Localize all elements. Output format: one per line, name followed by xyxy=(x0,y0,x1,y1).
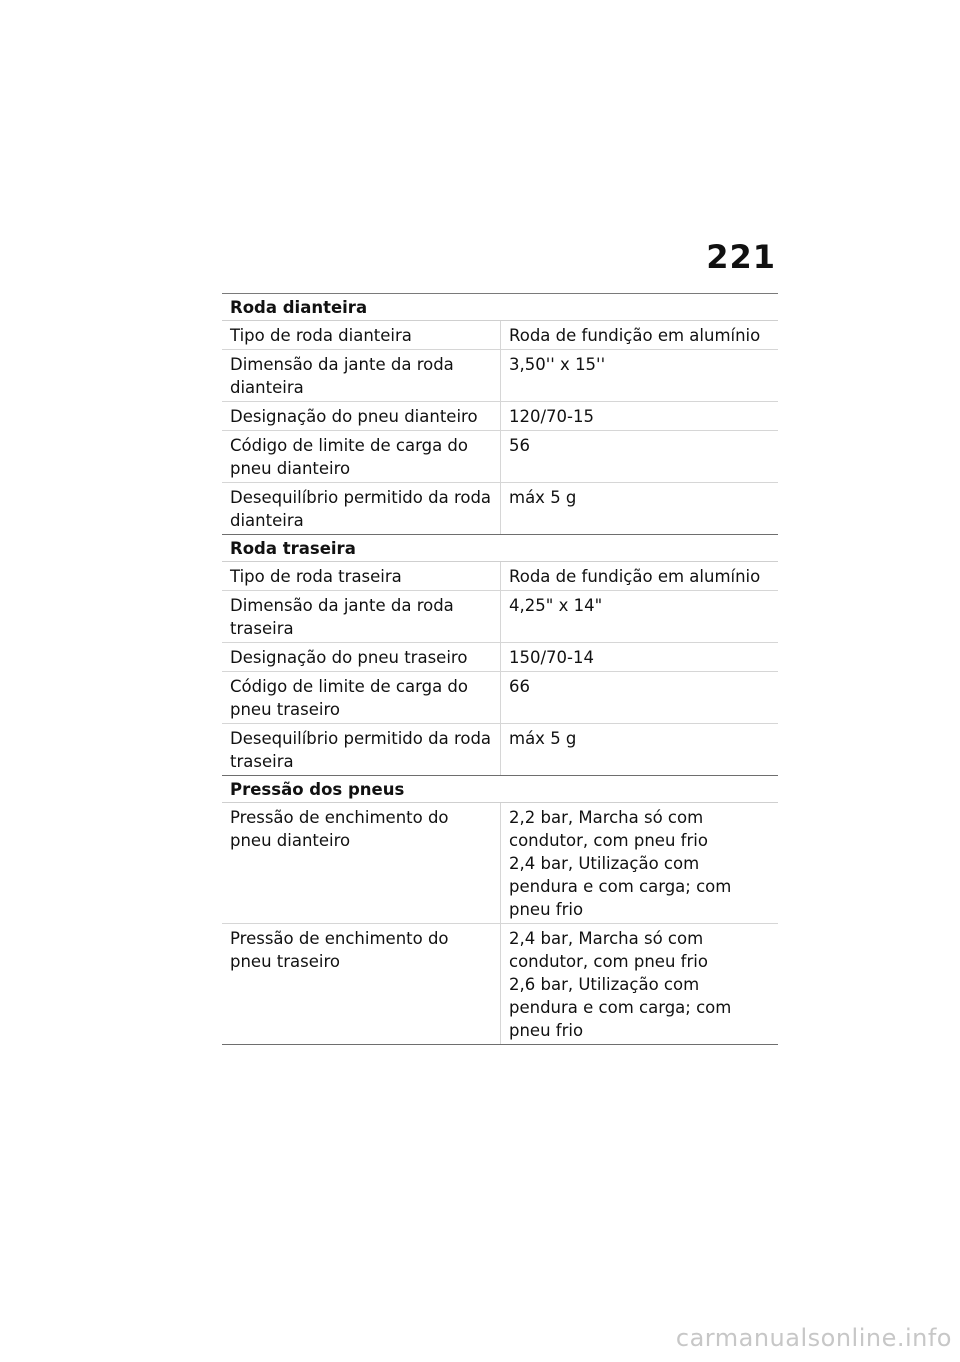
row-value: máx 5 g xyxy=(509,729,577,748)
row-value: 2,2 bar, Marcha só com condutor, com pneu frio 2,4 bar, Utilização com pendura e com carga; com pneu frio xyxy=(509,808,732,919)
section-title-front-wheel: Roda dianteira xyxy=(222,294,778,321)
row-label: Dimensão da jante da roda traseira xyxy=(222,591,501,642)
row-value: 120/70-15 xyxy=(509,407,594,426)
row-value: 4,25" x 14" xyxy=(509,596,603,615)
page-number: 221 xyxy=(706,238,776,276)
table-row xyxy=(222,672,778,724)
watermark: carmanualsonline.info xyxy=(675,1324,952,1352)
table-row xyxy=(222,431,778,483)
section-title-rear-wheel: Roda traseira xyxy=(222,535,778,562)
spec-table xyxy=(222,293,778,1045)
table-row xyxy=(222,924,778,1045)
row-label: Tipo de roda dianteira xyxy=(222,321,501,349)
table-row xyxy=(222,724,778,776)
row-value: Roda de fundição em alumínio xyxy=(509,567,761,586)
row-label: Desequilíbrio permitido da roda traseira xyxy=(222,724,501,775)
row-label: Código de limite de carga do pneu traseiro xyxy=(222,672,501,723)
table-row xyxy=(222,591,778,643)
row-value: 3,50'' x 15'' xyxy=(509,355,606,374)
table-row xyxy=(222,562,778,591)
table-row xyxy=(222,350,778,402)
row-value: 66 xyxy=(509,677,530,696)
row-label: Designação do pneu traseiro xyxy=(222,643,501,671)
row-value: máx 5 g xyxy=(509,488,577,507)
row-value: 2,4 bar, Marcha só com condutor, com pneu frio 2,6 bar, Utilização com pendura e com carga; com pneu frio xyxy=(509,929,732,1040)
row-label: Designação do pneu dianteiro xyxy=(222,402,501,430)
row-value: 150/70-14 xyxy=(509,648,594,667)
row-label: Pressão de enchimento do pneu dianteiro xyxy=(222,803,501,923)
table-row xyxy=(222,321,778,350)
section-title-tyre-pressure: Pressão dos pneus xyxy=(222,776,778,803)
row-value: 56 xyxy=(509,436,530,455)
table-row xyxy=(222,483,778,535)
row-label: Código de limite de carga do pneu dianteiro xyxy=(222,431,501,482)
row-label: Desequilíbrio permitido da roda dianteira xyxy=(222,483,501,534)
row-value: Roda de fundição em alumínio xyxy=(509,326,761,345)
table-row xyxy=(222,402,778,431)
table-row xyxy=(222,643,778,672)
row-label: Tipo de roda traseira xyxy=(222,562,501,590)
row-label: Dimensão da jante da roda dianteira xyxy=(222,350,501,401)
table-row xyxy=(222,803,778,924)
row-label: Pressão de enchimento do pneu traseiro xyxy=(222,924,501,1044)
